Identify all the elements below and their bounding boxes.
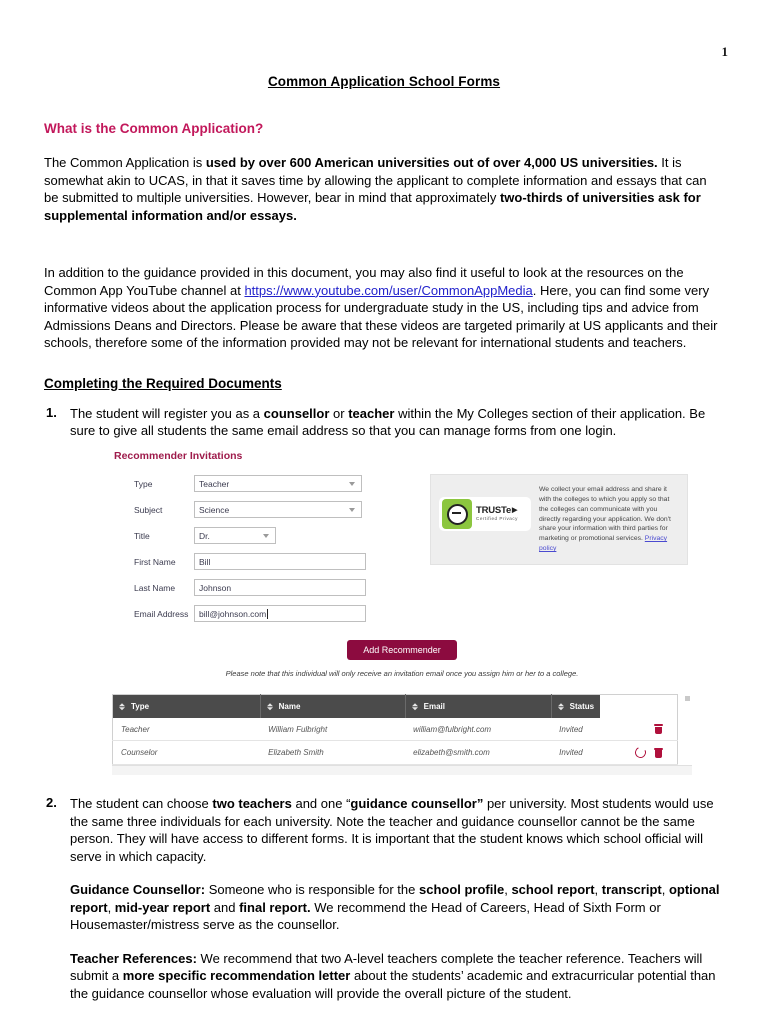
invitation-note: Please note that this individual will only receive an invitation email once you assign him or her to a college. <box>225 669 579 679</box>
email-tld-part: .com <box>247 608 267 619</box>
column-header-status[interactable] <box>551 695 600 719</box>
item2-text-1: The student can choose <box>70 796 213 812</box>
cell-actions <box>600 741 677 765</box>
list-marker-2: 2. <box>46 795 57 811</box>
label-title: Title <box>134 530 150 541</box>
item2-bold-guidance-counsellor: guidance counsellor” <box>350 796 484 812</box>
label-first-name: First Name <box>134 556 176 567</box>
table-row <box>113 741 678 765</box>
sort-arrows-icon <box>119 703 125 711</box>
definitions-block <box>70 881 724 1002</box>
recommenders-table-wrap <box>112 694 692 775</box>
form-row-type <box>112 474 412 493</box>
label-email-address: Email Address <box>134 608 189 619</box>
cell-status: Invited <box>551 718 600 741</box>
item1-text-2: or <box>329 405 349 421</box>
para1-text-2: It is somewhat akin to UCAS, in that it saves time by allowing the applicant to complete information and essays that can be submitted to multiple universities. However, bear in mind that approximately <box>44 155 707 206</box>
table-head <box>113 695 678 719</box>
cell-email: william@fulbright.com <box>405 718 551 741</box>
title-select[interactable] <box>194 527 276 544</box>
truste-tagline: Certified Privacy <box>476 516 518 522</box>
paragraph-youtube-resources <box>44 264 724 352</box>
truste-brand-text <box>476 506 518 516</box>
privacy-policy-link[interactable]: Privacy policy <box>539 535 668 553</box>
email-local-part: bill@ <box>199 608 219 619</box>
table-footer-strip <box>112 765 692 775</box>
guidance-sep-5: and <box>210 899 240 915</box>
cell-type: Counselor <box>113 741 261 765</box>
item1-text-1: The student will register you as a <box>70 405 264 421</box>
item2-text-2: and one “ <box>291 796 351 812</box>
youtube-channel-link[interactable]: https://www.youtube.com/user/CommonAppMedia <box>244 282 533 298</box>
chevron-down-icon <box>263 534 269 538</box>
table-scrollbar-nub[interactable] <box>685 696 690 701</box>
email-domain-part: johnson <box>218 608 248 619</box>
list-body-1 <box>70 405 724 440</box>
form-row-email-address <box>112 604 412 623</box>
truste-disclaimer-body: We collect your email address and share it with the colleges to which you apply so that the colleges can communicate with you directly regarding your application. We don't share your information with third parties for marketing or promotional services. <box>539 486 671 543</box>
guidance-bold-final-report: final report. <box>239 899 311 915</box>
guidance-sep-4: , <box>107 899 115 915</box>
column-header-status-label: Status <box>569 702 595 712</box>
paragraph-spacer <box>44 242 724 264</box>
definition-guidance-counsellor <box>70 881 724 934</box>
truste-e-glyph <box>447 504 468 525</box>
teacher-text-2: about the students’ academic and extracurricular potential than the guidance counsellor whose evaluation will provide the overall picture of the student. <box>70 968 716 1001</box>
guidance-bold-school-profile: school profile <box>418 882 505 898</box>
cell-actions <box>600 718 677 741</box>
para1-bold-2: two-thirds of universities ask for supplemental information and/or essays. <box>44 190 701 223</box>
delete-icon[interactable] <box>654 748 663 758</box>
item1-bold-teacher: teacher <box>348 405 395 421</box>
text-cursor <box>267 609 268 619</box>
recommender-form <box>112 474 412 630</box>
document-content <box>44 74 724 1018</box>
guidance-text-1: Someone who is responsible for the <box>205 882 419 898</box>
truste-privacy-panel <box>430 474 688 565</box>
column-header-type[interactable] <box>113 695 261 719</box>
chevron-down-icon <box>349 508 355 512</box>
column-header-email-label: Email <box>423 702 445 712</box>
list-body-2 <box>70 795 724 865</box>
teacher-bold-recommendation-letter: more specific recommendation letter <box>122 968 351 984</box>
subject-select[interactable] <box>194 501 362 518</box>
recommender-invitations-title: Recommender Invitations <box>114 450 243 463</box>
column-header-type-label: Type <box>131 702 150 712</box>
para2-text-1: In addition to the guidance provided in this document, you may also find it useful to look at the resources on the Common App YouTube channel at <box>44 265 684 298</box>
form-row-first-name <box>112 552 412 571</box>
cell-status: Invited <box>551 741 600 765</box>
form-row-last-name <box>112 578 412 597</box>
cell-type: Teacher <box>113 718 261 741</box>
list-item-2 <box>44 795 724 865</box>
label-last-name: Last Name <box>134 582 176 593</box>
page-number: 1 <box>721 44 728 59</box>
cell-name: William Fulbright <box>260 718 405 741</box>
teacher-text-1: We recommend that two A-level teachers complete the teacher reference. Teachers will submit a <box>70 950 703 984</box>
label-subject: Subject <box>134 504 163 515</box>
paragraph-common-app-overview <box>44 154 724 224</box>
cell-name: Elizabeth Smith <box>260 741 405 765</box>
definition-label-teacher: Teacher References: <box>70 950 197 966</box>
first-name-input[interactable] <box>194 553 366 570</box>
guidance-text-2: We recommend the Head of Careers, Head of Sixth Form or Housemaster/mistress serve as the counsellor. <box>70 899 661 933</box>
guidance-sep-2: , <box>594 882 602 898</box>
label-type: Type <box>134 478 153 489</box>
form-and-privacy-row <box>112 474 692 630</box>
chevron-down-icon <box>349 482 355 486</box>
guidance-sep-1: , <box>504 882 512 898</box>
table-header-row <box>113 695 678 719</box>
para2-text-2: . Here, you can find some very informative videos about the application process for undergraduate study in the US, including tips and advice from Admissions Deans and Directors. Please be aware that these videos are targeted primarily at US applicants and their schools, therefore some of the information provided may not be relevant for international students and teachers. <box>44 282 718 351</box>
add-recommender-button[interactable]: Add Recommender <box>347 640 457 660</box>
column-header-name[interactable] <box>260 695 405 719</box>
item2-text-3: per university. Most students would use the same three individuals for each university. Note the teacher and guidance counsellor cannot be the same person. They will have access to different forms. It is important that the student knows which school official will serve in which capacity. <box>70 796 714 864</box>
definition-teacher-references <box>70 950 724 1003</box>
section-heading-completing-documents: Completing the Required Documents <box>44 375 282 391</box>
form-row-title <box>112 526 412 545</box>
last-name-input[interactable] <box>194 579 366 596</box>
sort-arrows-icon <box>412 703 418 711</box>
last-name-value: Johnson <box>199 582 232 593</box>
title-select-value: Dr. <box>199 530 210 541</box>
column-header-email[interactable] <box>405 695 551 719</box>
guidance-bold-optional-report: optional report <box>70 882 720 915</box>
table-row <box>113 718 678 741</box>
subject-select-value: Science <box>199 504 230 515</box>
item2-bold-two-teachers: two teachers <box>212 796 292 812</box>
form-row-subject <box>112 500 412 519</box>
item1-bold-counsellor: counsellor <box>263 405 330 421</box>
sort-arrows-icon <box>267 703 273 711</box>
resend-invitation-icon[interactable] <box>633 745 647 759</box>
embedded-app-screenshot <box>112 450 692 775</box>
list-marker-1: 1. <box>46 404 57 420</box>
truste-wordmark <box>476 506 518 522</box>
type-select[interactable] <box>194 475 362 492</box>
document-title: Common Application School Forms <box>267 74 501 89</box>
truste-brand-label: TRUSTe <box>476 504 512 516</box>
email-address-input[interactable] <box>194 605 366 622</box>
guidance-sep-3: , <box>661 882 669 898</box>
para1-bold-1: used by over 600 American universities out of over 4,000 US universities. <box>205 155 658 170</box>
sort-arrows-icon <box>558 703 564 711</box>
type-select-value: Teacher <box>199 478 230 489</box>
truste-badge[interactable] <box>439 497 531 531</box>
recommenders-table <box>112 694 678 765</box>
column-header-name-label: Name <box>278 702 301 712</box>
truste-logo-icon <box>442 499 472 529</box>
para1-text-1: The Common Application is <box>44 155 206 170</box>
guidance-bold-school-report: school report <box>511 882 595 898</box>
section-heading-what-is: What is the Common Application? <box>44 121 264 136</box>
truste-disclaimer-text <box>539 485 679 554</box>
definition-label-guidance: Guidance Counsellor: <box>70 882 206 898</box>
guidance-bold-mid-year-report: mid-year report <box>114 899 211 915</box>
first-name-value: Bill <box>199 556 211 567</box>
cell-email: elizabeth@smith.com <box>405 741 551 765</box>
item1-text-3: within the My Colleges section of their application. Be sure to give all students the same email address so that you can manage forms from one login. <box>70 405 706 439</box>
delete-icon[interactable] <box>654 724 663 734</box>
list-item-1 <box>44 405 724 440</box>
add-recommender-button-wrap <box>112 640 692 660</box>
play-arrow-icon: ▶ <box>512 506 518 514</box>
email-address-value <box>199 609 268 619</box>
table-body <box>113 718 678 765</box>
guidance-bold-transcript: transcript <box>601 882 662 898</box>
